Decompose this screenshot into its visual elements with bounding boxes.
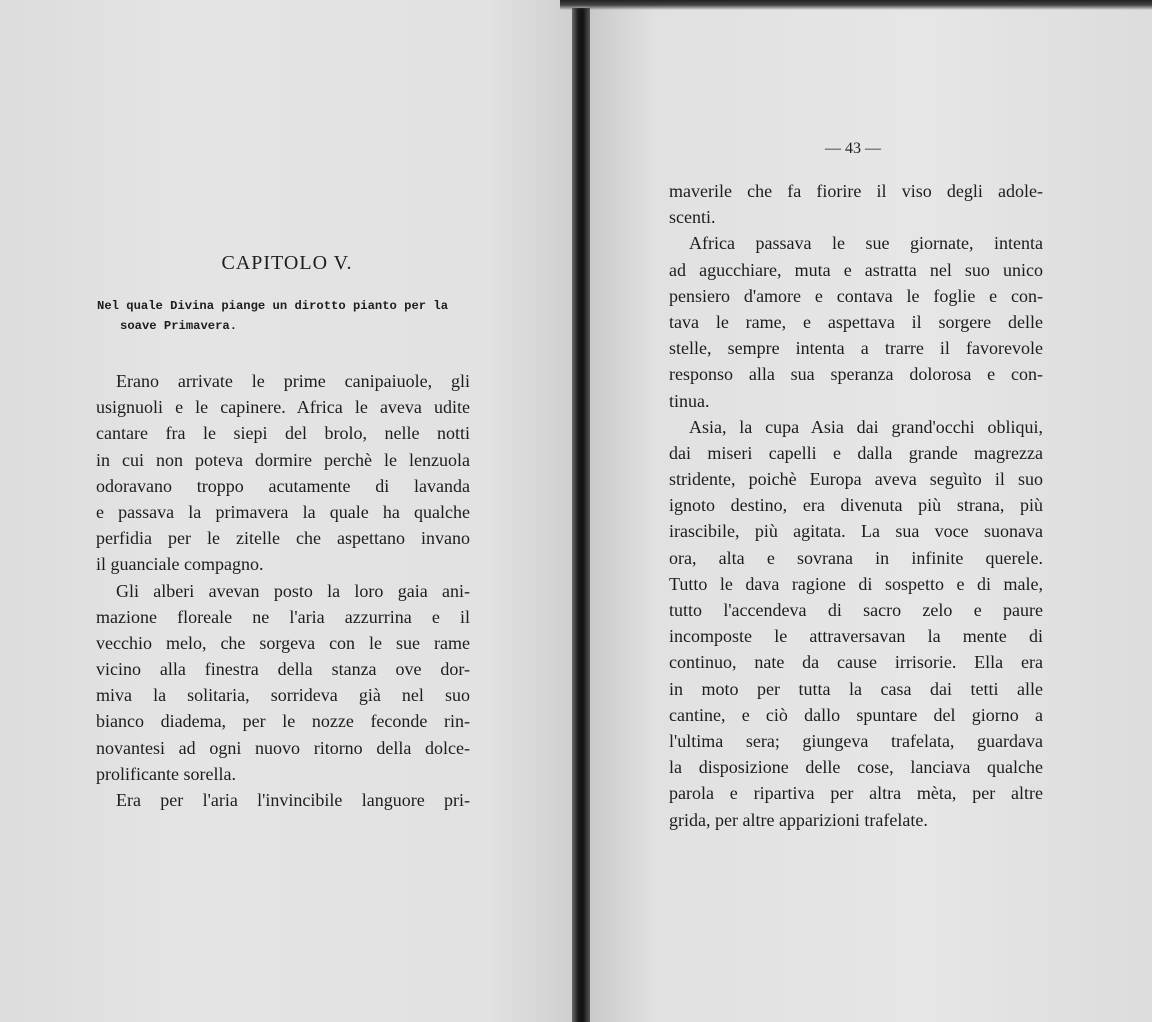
page-number: — 43 — [825,140,881,157]
text-line: ad agucchiare, muta e astratta nel suo unico [669,259,1043,280]
text-line: dai miseri capelli e dalla grande magrezza [669,442,1043,463]
text-line: usignuoli e le capinere. Africa le aveva udite [96,397,470,418]
text-line: maverile che fa fiorire il viso degli adole- [669,181,1043,201]
text-line: odoravano troppo acutamente di lavanda [96,475,470,496]
text-line: Tutto le dava ragione di sospetto e di male, [669,573,1043,594]
text-line: novantesi ad ogni nuovo ritorno della dolce- [96,737,470,758]
text-line: ignoto destino, era divenuta più strana, più [669,495,1043,516]
chapter-title [0,252,574,275]
left-page-body [96,368,470,813]
text-line: in cui non poteva dormire perchè le lenzuola [96,449,470,470]
text-line: grida, per altre apparizioni trafelate. [669,809,928,830]
subtitle-line: Nel quale Divina piange un dirotto pianto per la [97,299,449,313]
chapter-subtitle [97,296,477,336]
text-line: Erano arrivate le prime canipaiuole, gli [116,371,470,391]
text-line: l'ultima sera; giungeva trafelata, guardava [669,730,1043,751]
chapter-title-text: CAPITOLO V. [221,252,353,274]
text-line: tinua. [669,390,710,411]
text-line: pensiero d'amore e contava le foglie e con- [669,285,1043,306]
text-line: continuo, nate da cause irrisorie. Ella era [669,652,1043,673]
text-line: Asia, la cupa Asia dai grand'occhi obliqui, [689,416,1043,437]
text-line: scenti. [669,207,716,228]
text-line: perfidia per le zitelle che aspettano invano [96,528,470,549]
text-line: responso alla sua speranza dolorosa e con- [669,364,1043,385]
text-line: miva la solitaria, sorrideva già nel suo [96,685,470,706]
right-page-body [669,178,1043,833]
text-line: bianco diadema, per le nozze feconde rin- [96,711,470,732]
text-line: vicino alla finestra della stanza ove dor- [96,659,470,680]
text-line: cantare fra le siepi del brolo, nelle notti [96,423,470,444]
book-gutter [572,8,590,1022]
text-line: stelle, sempre intenta a trarre il favorevole [669,338,1043,359]
text-line: la disposizione delle cose, lanciava qualche [669,757,1043,778]
text-line: e passava la primavera la quale ha qualche [96,501,470,522]
text-line: tutto l'accendeva di sacro zelo e paure [669,600,1043,620]
text-line: parola e ripartiva per altra mèta, per altre [669,783,1043,804]
text-line: vecchio melo, che sorgeva con le sue rame [96,632,470,653]
text-line: cantine, e ciò dallo spuntare del giorno a [669,704,1043,725]
text-line: ora, alta e sovrana in infinite querele. [669,547,1043,568]
text-line: prolificante sorella. [96,763,236,784]
text-line: il guanciale compagno. [96,554,264,575]
text-line: mazione floreale ne l'aria azzurrina e il [96,606,470,627]
text-line: in moto per tutta la casa dai tetti alle [669,678,1043,699]
page-top-edge-shadow [560,0,1152,10]
text-line: Gli alberi avevan posto la loro gaia ani- [116,580,470,601]
text-line: Africa passava le sue giornate, intenta [689,233,1043,254]
text-line: stridente, poichè Europa aveva seguìto il suo [669,469,1043,490]
text-line: incomposte le attraversavan la mente di [669,626,1043,647]
text-line: Era per l'aria l'invincibile languore pri- [116,790,470,810]
subtitle-line: soave Primavera. [120,319,238,333]
text-line: irascibile, più agitata. La sua voce suonava [669,521,1043,542]
text-line: tava le rame, e aspettava il sorgere delle [669,311,1043,332]
